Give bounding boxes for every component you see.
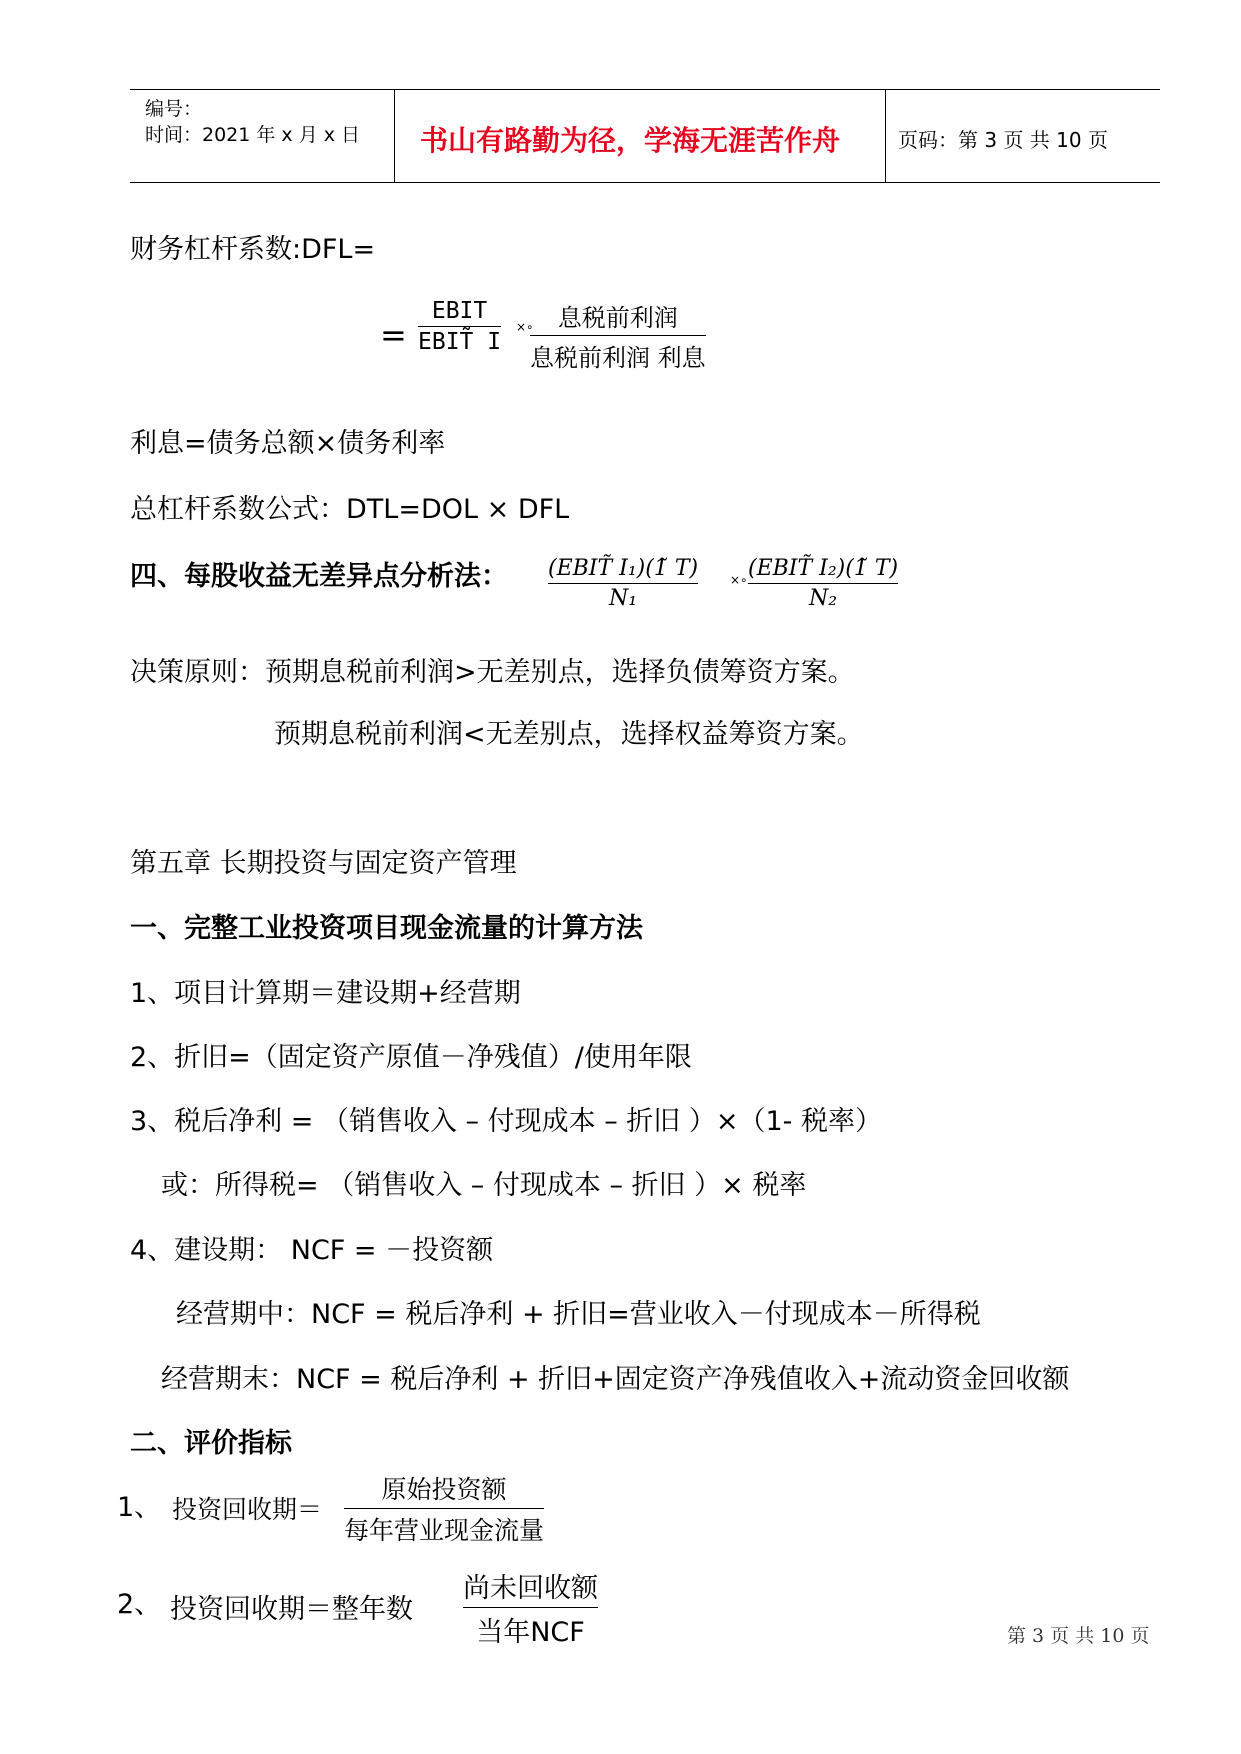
interest-formula: 利息=债务总额×债务利率 [130,428,446,459]
sec1-item-4-mid: 经营期中：NCF = 税后净利 + 折旧=营业收入－付现成本－所得税 [176,1299,981,1330]
dtl-formula: 总杠杆系数公式：DTL=DOL × DFL [130,494,570,525]
fraction-bar [530,335,706,336]
fraction-bar [418,326,501,327]
fraction-bar [463,1607,598,1608]
dfl-separator: ×∘ [516,320,534,334]
page-footer: 第 3 页 共 10 页 [1007,1625,1150,1647]
section-1-heading: 一、完整工业投资项目现金流量的计算方法 [130,913,643,944]
payback-2-numerator: 尚未回收额 [463,1573,598,1604]
sec1-item-3: 3、税后净利 = （销售收入 – 付现成本 – 折旧 ）×（1- 税率） [130,1106,883,1137]
decision-line-2: 预期息税前利润<无差别点，选择权益筹资方案。 [274,719,864,750]
dfl-fraction-text [530,298,706,373]
payback-fraction-2 [463,1566,598,1649]
dfl-f1-numerator: EBIT [431,298,488,324]
header-divider-2 [885,89,886,182]
eps-f2-numerator: (EBIT̃ I₂)(1̃ T) [748,556,899,581]
payback-1-numerator: 原始投资额 [381,1475,507,1504]
eps-f2-denominator: N₂ [809,586,838,611]
sec2-item-2-number: 2、 [117,1589,162,1620]
sec1-item-4-end: 经营期末：NCF = 税后净利 + 折旧+固定资产净残值收入+流动资金回收额 [161,1364,1070,1395]
eps-f1-numerator: (EBIT̃ I₁)(1̃ T) [548,556,699,581]
eps-fraction-1 [548,556,698,611]
section-2-heading: 二、评价指标 [130,1428,292,1459]
dfl-label: 财务杠杆系数:DFL= [130,234,376,265]
eps-heading: 四、每股收益无差异点分析法： [130,561,508,592]
dfl-f2-denominator: 息税前利润 利息 [530,344,706,372]
header-bottom-rule [130,182,1160,183]
fraction-bar [344,1508,544,1509]
dfl-f1-denominator: EBIT̃ I [418,329,502,355]
header-top-rule [130,89,1160,90]
sec1-item-3-alt: 或：所得税= （销售收入 – 付现成本 – 折旧 ）× 税率 [161,1170,807,1201]
eps-separator: ×∘ [730,573,748,587]
header-motto: 书山有路勤为径，学海无涯苦作舟 [420,124,841,157]
sec1-item-4: 4、建设期： NCF = －投资额 [130,1235,494,1266]
payback-2-denominator: 当年NCF [476,1617,585,1648]
decision-line-1: 决策原则：预期息税前利润>无差别点，选择负债筹资方案。 [130,657,855,688]
dfl-equals: = [380,316,407,354]
sec1-item-2: 2、折旧=（固定资产原值－净残值）/使用年限 [130,1042,692,1073]
header-number-label: 编号： [145,98,203,120]
header-page-label: 页码：第 3 页 共 10 页 [898,128,1108,152]
dfl-f2-numerator: 息税前利润 [557,304,678,332]
fraction-bar [748,583,898,584]
sec2-item-1-number: 1、 [117,1492,162,1523]
payback-fraction-1 [344,1470,544,1547]
fraction-bar [548,583,698,584]
header-time-label: 时间：2021 年 x 月 x 日 [145,124,361,146]
sec1-item-1: 1、项目计算期＝建设期+经营期 [130,978,521,1009]
sec2-item-2-text: 投资回收期＝整年数 [170,1594,413,1625]
dfl-fraction-ebit [418,298,501,355]
eps-fraction-2 [748,556,898,611]
chapter-title: 第五章 长期投资与固定资产管理 [130,848,517,879]
sec2-item-1-text: 投资回收期＝ [172,1495,323,1524]
header-divider-1 [394,89,395,182]
payback-1-denominator: 每年营业现金流量 [344,1516,545,1545]
eps-f1-denominator: N₁ [609,586,638,611]
